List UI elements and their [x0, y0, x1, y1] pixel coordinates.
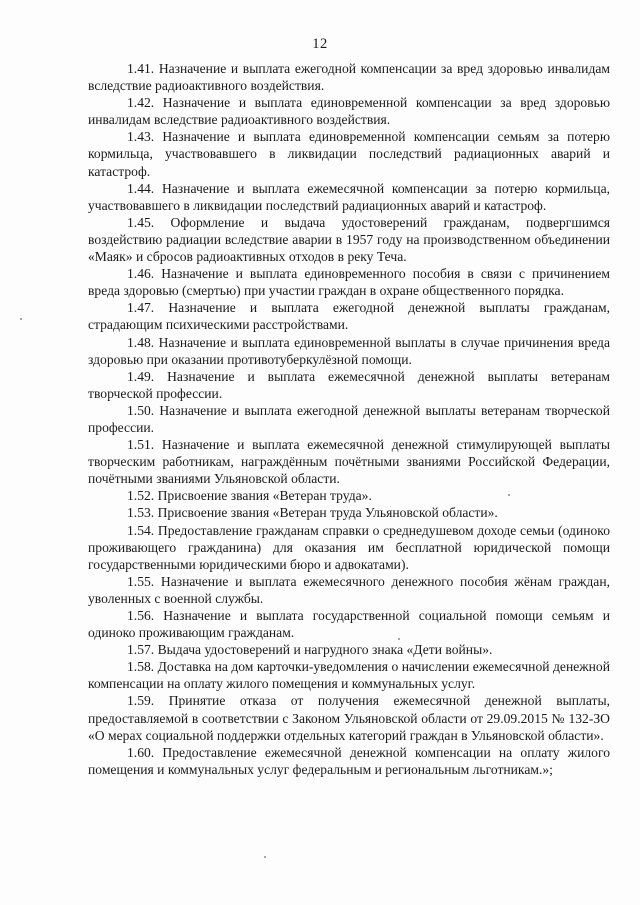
list-item-1-55: 1.55. Назначение и выплата ежемесячного денежного пособия жёнам граждан, уволенных с военной службы. — [88, 573, 610, 606]
scan-speck — [398, 638, 400, 640]
list-item-1-53: 1.53. Присвоение звания «Ветеран труда Ульяновской области». — [127, 505, 498, 521]
list-item-1-54: 1.54. Предоставление гражданам справки о среднедушевом доходе семьи (одиноко проживающего гражданина) для оказания им бесплатной юридической помощи государственными юридическими бюро и адвокатами). — [88, 522, 610, 572]
list-item-1-41: 1.41. Назначение и выплата ежегодной компенсации за вред здоровью инвалидам вследствие радиоактивного воздействия. — [88, 61, 610, 94]
scan-speck — [264, 856, 266, 858]
list-item-1-45: 1.45. Оформление и выдача удостоверений гражданам, подвергшимся воздействию радиации вследствие аварии в 1957 году на производственном объединении «Маяк» и сбросов радиоактивных отходов в реку Теча. — [88, 214, 610, 265]
page-number: 12 — [312, 36, 328, 52]
list-item-1-57: 1.57. Выдача удостоверений и нагрудного знака «Дети войны». — [127, 642, 493, 658]
list-item-1-51: 1.51. Назначение и выплата ежемесячной денежной стимулирующей выплаты творческим работникам, награждённым почётными званиями Российской Федерации, почётными званиями Ульяновской области. — [88, 437, 610, 487]
list-item-1-46: 1.46. Назначение и выплата единовременного пособия в связи с причинением вреда здоровью (смертью) при участии граждан в охране общественного порядка. — [88, 266, 610, 299]
scan-speck — [508, 494, 510, 496]
list-item-1-56: 1.56. Назначение и выплата государственной социальной помощи семьям и одиноко проживающим гражданам. — [88, 608, 610, 641]
list-item-1-52: 1.52. Присвоение звания «Ветеран труда». — [127, 488, 372, 504]
document-body — [88, 60, 610, 778]
list-item-1-58: 1.58. Доставка на дом карточки-уведомления о начислении ежемесячной денежной компенсации на оплату жилого помещения и коммунальных услуг. — [88, 659, 610, 692]
list-item-1-43: 1.43. Назначение и выплата единовременной компенсации семьям за потерю кормильца, участвовавшего в ликвидации последствий радиационных аварий и катастроф. — [88, 129, 610, 179]
list-item-1-42: 1.42. Назначение и выплата единовременной компенсации за вред здоровью инвалидам вследствие радиоактивного воздействия. — [88, 95, 610, 128]
list-item-1-47: 1.47. Назначение и выплата ежегодной денежной выплаты гражданам, страдающим психическими расстройствами. — [88, 300, 610, 333]
list-item-1-59: 1.59. Принятие отказа от получения ежемесячной денежной выплаты, предоставляемой в соответствии с Законом Ульяновской области от 29.09.2015 № 132-ЗО «О мерах социальной поддержки отдельных категорий граждан в Ульяновской области». — [88, 693, 610, 743]
list-item-1-50: 1.50. Назначение и выплата ежегодной денежной выплаты ветеранам творческой профессии. — [88, 402, 610, 435]
scan-speck — [20, 318, 22, 320]
list-item-1-49: 1.49. Назначение и выплата ежемесячной денежной выплаты ветеранам творческой профессии. — [88, 368, 610, 401]
list-item-1-44: 1.44. Назначение и выплата ежемесячной компенсации за потерю кормильца, участвовавшего в ликвидации последствий радиационных аварий и катастроф. — [88, 180, 610, 213]
list-item-1-60: 1.60. Предоставление ежемесячной денежной компенсации на оплату жилого помещения и коммунальных услуг федеральным и региональным льготникам.»; — [88, 744, 610, 777]
list-item-1-48: 1.48. Назначение и выплата единовременной выплаты в случае причинения вреда здоровью при оказании противотуберкулёзной помощи. — [88, 334, 610, 367]
